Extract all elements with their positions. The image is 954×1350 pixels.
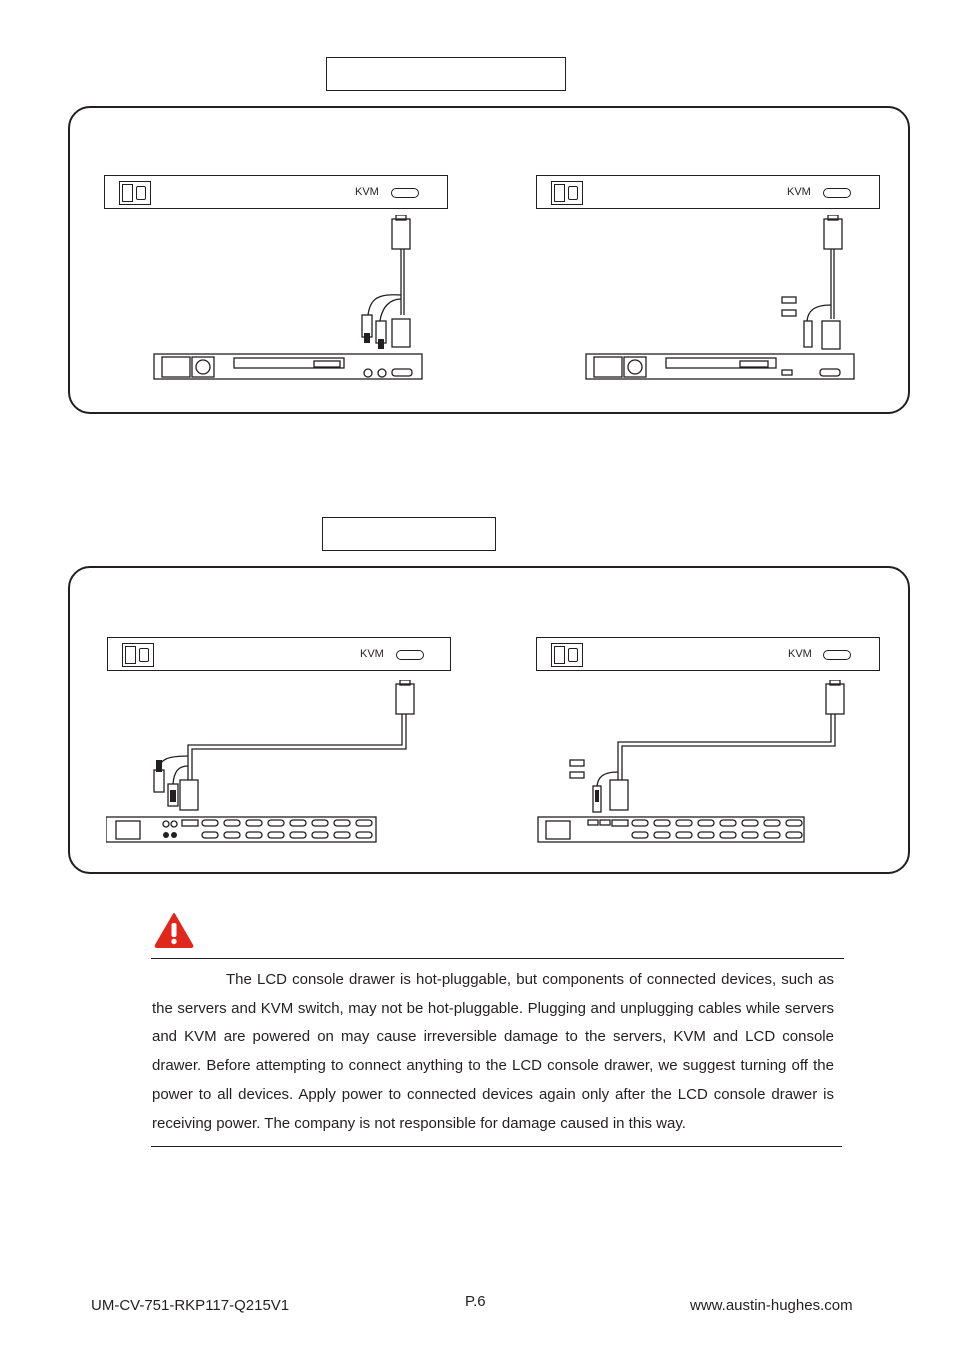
kvm-port-label: KVM (787, 186, 811, 198)
vga-port-icon (396, 650, 424, 660)
ps2-server-connection-diagram (150, 215, 430, 385)
kvm-port-label: KVM (788, 648, 812, 660)
lcd-drawer-rear-panel (107, 637, 451, 671)
section-2-title-box (322, 517, 496, 551)
vga-port-icon (823, 650, 851, 660)
warning-top-rule (151, 958, 844, 959)
lcd-drawer-rear-panel (536, 637, 880, 671)
warning-bottom-rule (151, 1146, 842, 1147)
warning-icon (154, 912, 194, 948)
lcd-drawer-rear-panel (104, 175, 448, 209)
footer-doc-code: UM-CV-751-RKP117-Q215V1 (91, 1297, 290, 1314)
usb-kvm-switch-connection-diagram (536, 680, 856, 846)
ps2-kvm-switch-connection-diagram (106, 680, 426, 846)
lcd-drawer-rear-panel (536, 175, 880, 209)
power-inlet-icon (551, 181, 583, 205)
vga-port-icon (823, 188, 851, 198)
power-inlet-icon (119, 181, 151, 205)
footer-website: www.austin-hughes.com (690, 1297, 853, 1314)
footer-page-number: P.6 (465, 1293, 486, 1310)
vga-port-icon (391, 188, 419, 198)
power-inlet-icon (551, 643, 583, 667)
usb-server-connection-diagram (582, 215, 862, 385)
section-1-title-box (326, 57, 566, 91)
kvm-port-label: KVM (360, 648, 384, 660)
warning-text: The LCD console drawer is hot-pluggable, but components of connected devices, such as the servers and KVM switch, may not be hot-pluggable. Plugging and unplugging cables while servers and KVM are powered on may cause irreversible damage to the servers, KVM and LCD console drawer. Before attempting to connect anything to the LCD console drawer, we suggest turning off the power to all devices. Apply power to connected devices again only after the LCD console drawer is receiving power. The company is not responsible for damage caused in this way. (152, 971, 834, 1132)
power-inlet-icon (122, 643, 154, 667)
kvm-port-label: KVM (355, 186, 379, 198)
